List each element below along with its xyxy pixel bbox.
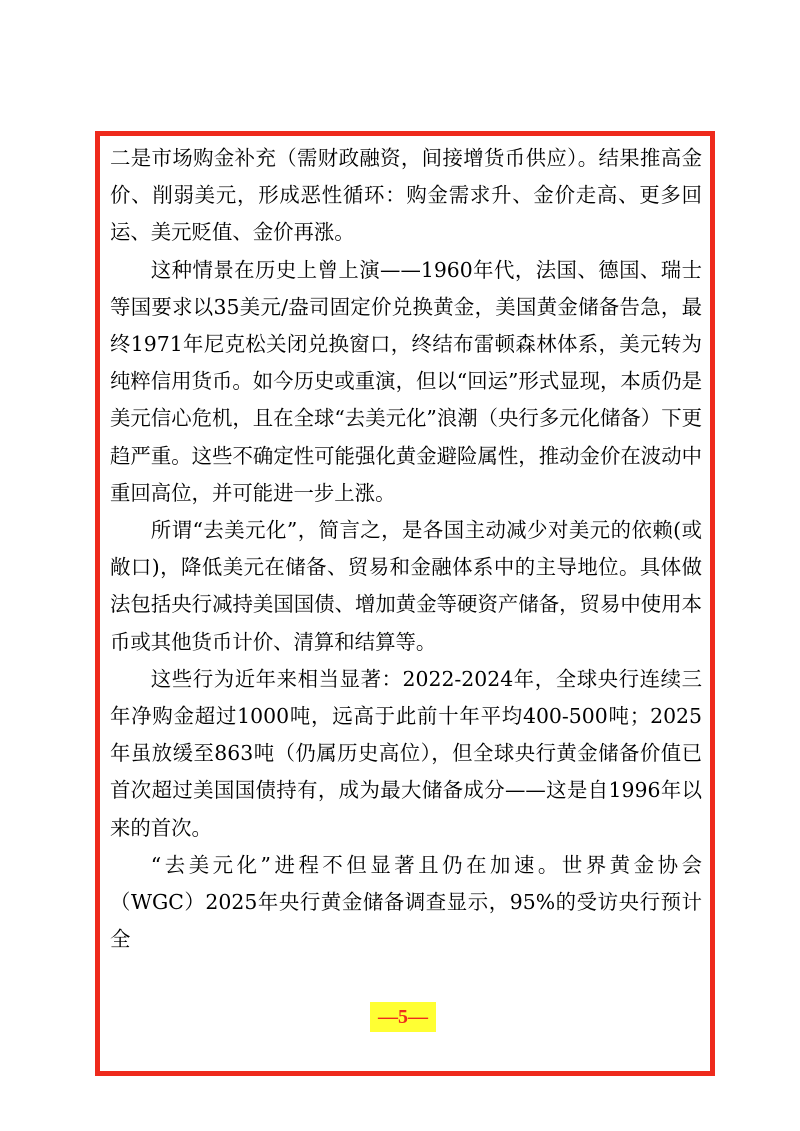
paragraph-4: 这些行为近年来相当显著：2022-2024年，全球央行连续三年净购金超过1000吨，远高于此前十年平均400-500吨；2025年虽放缓至863吨（仍属历史高位），但全球央行黄金储备价值已首次超过美国国债持有，成为最大储备成分——这是自1996年以来的首次。: [110, 666, 702, 840]
paragraph-3: 所谓“去美元化”，简言之，是各国主动减少对美元的依赖(或敞口)，降低美元在储备、贸易和金融体系中的主导地位。具体做法包括央行减持美国国债、增加黄金等硬资产储备，贸易中使用本币或其他货币计价、清算和结算等。: [110, 518, 702, 654]
body-text: [110, 140, 702, 958]
paragraph-1: 二是市场购金补充（需财政融资，间接增货币供应）。结果推高金价、削弱美元，形成恶性循环：购金需求升、金价走高、更多回运、美元贬值、金价再涨。: [110, 146, 702, 245]
paragraph-2: 这种情景在历史上曾上演——1960年代，法国、德国、瑞士等国要求以35美元/盎司固定价兑换黄金，美国黄金储备告急，最终1971年尼克松关闭兑换窗口，终结布雷顿森林体系，美元转为纯粹信用货币。如今历史或重演，但以“回运”形式显现，本质仍是美元信心危机，且在全球“去美元化”浪潮（央行多元化储备）下更趋严重。这些不确定性可能强化黄金避险属性，推动金价在波动中重回高位，并可能进一步上涨。: [110, 257, 702, 505]
paragraph-5: “去美元化”进程不但显著且仍在加速。世界黄金协会（WGC）2025年央行黄金储备调查显示，95%的受访央行预计全: [110, 852, 702, 952]
page-number: —5—: [370, 1002, 436, 1032]
